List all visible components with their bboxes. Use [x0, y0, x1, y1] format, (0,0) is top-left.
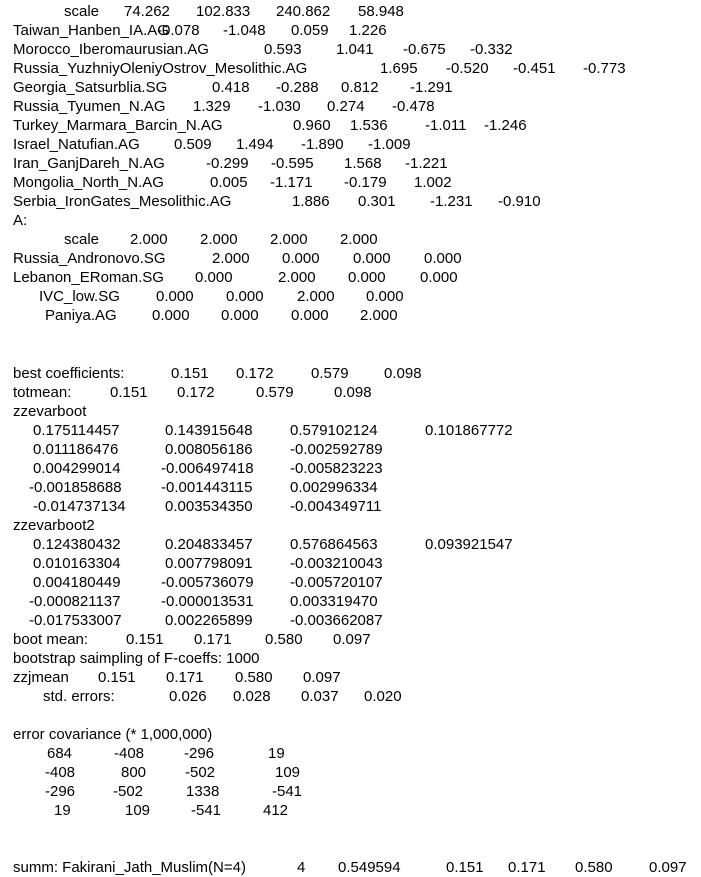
row-value: 0.576864563 [290, 535, 378, 553]
row-value: -1.009 [368, 136, 411, 154]
row-value: -408 [114, 745, 145, 763]
row-value: -541 [272, 783, 303, 801]
row-label: -296 [45, 783, 76, 801]
row-value: -0.006497418 [161, 459, 254, 477]
row-value: 0.005 [210, 174, 248, 192]
row-value: 0.020 [364, 688, 402, 706]
row-value: -0.675 [403, 41, 446, 59]
row-value: 0.028 [233, 688, 271, 706]
row-label: -0.014737134 [33, 497, 126, 515]
row-label: Russia_Andronovo.SG [13, 250, 166, 268]
row-value: -0.451 [513, 60, 556, 78]
row-value: 0.000 [195, 269, 233, 287]
row-label: 19 [54, 802, 71, 820]
row-value: 0.097 [333, 630, 371, 648]
row-value: 109 [125, 802, 151, 820]
row-label: error covariance (* 1,000,000) [13, 726, 213, 744]
row-value: 2.000 [130, 231, 168, 249]
row-value: -0.005823223 [290, 459, 383, 477]
row-value: 0.960 [293, 117, 331, 135]
row-value: 0.000 [226, 288, 264, 306]
row-value: -0.005736079 [161, 573, 254, 591]
row-value: 0.151 [446, 859, 484, 877]
row-value: 4 [297, 859, 306, 877]
row-value: -1.291 [410, 79, 453, 97]
row-label: zzevarboot2 [13, 516, 95, 534]
row-label: bootstrap saimpling of F-coeffs: 1000 [13, 650, 260, 668]
row-value: -541 [191, 802, 222, 820]
row-label: scale [64, 3, 100, 20]
row-value: 0.000 [221, 307, 259, 325]
row-value: 0.000 [156, 288, 194, 306]
row-value: -0.773 [583, 60, 626, 78]
row-value: 240.862 [276, 3, 331, 20]
row-value: 0.812 [341, 79, 379, 97]
row-value: 1.695 [380, 60, 418, 78]
row-value: 0.002996334 [290, 478, 378, 496]
row-value: 0.579102124 [290, 421, 378, 439]
row-value: 1.002 [414, 174, 452, 192]
row-value: -1.246 [484, 117, 527, 135]
row-value: -0.332 [470, 41, 513, 59]
row-value: 0.509 [174, 136, 212, 154]
row-value: 0.418 [212, 79, 250, 97]
row-label: -408 [45, 764, 76, 782]
row-label: -0.017533007 [29, 611, 122, 629]
row-label: Turkey_Marmara_Barcin_N.AG [13, 117, 223, 135]
row-value: 0.002265899 [165, 611, 253, 629]
row-value: 0.000 [353, 250, 391, 268]
row-value: 19 [268, 745, 285, 763]
row-value: -0.078 [157, 22, 200, 40]
row-value: 0.143915648 [165, 421, 253, 439]
row-value: 0.151 [171, 364, 209, 382]
row-value: 1.041 [336, 41, 374, 59]
row-value: 0.026 [169, 688, 207, 706]
row-label: -0.001858688 [29, 478, 122, 496]
row-value: 0.101867772 [425, 421, 513, 439]
row-value: -1.030 [258, 98, 301, 116]
row-label: scale [64, 231, 100, 249]
row-value: 0.579 [256, 383, 294, 401]
row-label: Taiwan_Hanben_IA.AG [13, 22, 169, 40]
row-value: -1.221 [405, 155, 448, 173]
row-value: 0.172 [236, 364, 274, 382]
row-label: Morocco_Iberomaurusian.AG [13, 41, 209, 59]
row-value: 2.000 [360, 307, 398, 325]
row-value: 0.093921547 [425, 535, 513, 553]
row-value: 0.579 [311, 364, 349, 382]
row-value: 2.000 [270, 231, 308, 249]
row-value: 102.833 [196, 3, 251, 20]
row-label: Israel_Natufian.AG [13, 136, 140, 154]
row-value: 0.007798091 [165, 554, 253, 572]
row-value: 0.003534350 [165, 497, 253, 515]
row-value: -0.520 [446, 60, 489, 78]
row-value: 74.262 [124, 3, 170, 20]
row-value: -1.048 [223, 22, 266, 40]
row-value: 0.204833457 [165, 535, 253, 553]
row-value: 0.000 [424, 250, 462, 268]
row-value: 2.000 [297, 288, 335, 306]
row-value: -0.910 [498, 193, 541, 211]
row-value: 1.536 [350, 117, 388, 135]
row-label: zzjmean [13, 669, 69, 687]
row-label: IVC_low.SG [39, 288, 120, 306]
row-value: 1.886 [292, 193, 330, 211]
row-value: 0.274 [327, 98, 365, 116]
row-value: -0.299 [206, 155, 249, 173]
row-value: -0.005720107 [290, 573, 383, 591]
row-label: Iran_GanjDareh_N.AG [13, 155, 165, 173]
row-value: 0.008056186 [165, 440, 253, 458]
row-value: -0.595 [271, 155, 314, 173]
row-value: -1.231 [430, 193, 473, 211]
row-value: 2.000 [212, 250, 250, 268]
row-value: 0.580 [575, 859, 613, 877]
row-value: -0.003662087 [290, 611, 383, 629]
row-value: 0.000 [282, 250, 320, 268]
row-label: boot mean: [13, 630, 89, 648]
row-label: 0.004180449 [33, 573, 121, 591]
row-label: 684 [47, 745, 73, 763]
row-value: 2.000 [340, 231, 378, 249]
row-value: 1338 [186, 783, 220, 801]
row-label: 0.124380432 [33, 535, 121, 553]
row-value: -0.288 [276, 79, 319, 97]
row-value: 0.000 [291, 307, 329, 325]
row-value: 0.097 [303, 669, 341, 687]
row-value: 0.171 [194, 630, 232, 648]
row-value: 0.171 [508, 859, 546, 877]
row-value: -0.478 [392, 98, 435, 116]
row-value: 0.000 [420, 269, 458, 287]
row-value: -1.011 [425, 117, 467, 135]
row-value: 0.000 [348, 269, 386, 287]
row-label: Serbia_IronGates_Mesolithic.AG [13, 193, 232, 211]
row-value: 0.059 [291, 22, 329, 40]
row-value: 1.226 [349, 22, 387, 40]
row-value: -296 [184, 745, 215, 763]
row-value: -502 [113, 783, 144, 801]
row-value: 0.097 [649, 859, 687, 877]
row-value: -0.000013531 [161, 592, 254, 610]
row-value: 0.593 [264, 41, 302, 59]
row-value: 0.000 [152, 307, 190, 325]
row-value: -0.004349711 [290, 497, 382, 515]
row-value: 1.568 [344, 155, 382, 173]
row-value: 58.948 [358, 3, 404, 20]
row-value: 109 [275, 764, 301, 782]
row-label: Russia_Tyumen_N.AG [13, 98, 166, 116]
row-value: 0.171 [166, 669, 204, 687]
row-value: 0.151 [126, 630, 164, 648]
row-label: zzevarboot [13, 402, 87, 420]
row-value: 2.000 [200, 231, 238, 249]
row-value: 0.003319470 [290, 592, 378, 610]
row-value: 2.000 [278, 269, 316, 287]
row-value: -0.002592789 [290, 440, 383, 458]
row-value: 0.098 [334, 383, 372, 401]
row-value: 0.549594 [338, 859, 401, 877]
row-value: -0.179 [344, 174, 387, 192]
row-label: A: [13, 212, 28, 230]
row-value: 800 [121, 764, 147, 782]
row-label: Russia_YuzhniyOleniyOstrov_Mesolithic.AG [13, 60, 308, 78]
row-label: 0.175114457 [33, 421, 120, 439]
row-value: -502 [185, 764, 216, 782]
row-label: totmean: [13, 383, 72, 401]
row-label: Lebanon_ERoman.SG [13, 269, 164, 287]
row-value: 1.494 [236, 136, 274, 154]
row-value: 0.151 [110, 383, 148, 401]
row-value: 0.172 [177, 383, 215, 401]
row-label: 0.004299014 [33, 459, 121, 477]
row-value: -0.001443115 [161, 478, 253, 496]
row-value: -1.890 [301, 136, 344, 154]
row-value: 0.037 [301, 688, 339, 706]
row-label: std. errors: [43, 688, 115, 706]
row-value: 0.301 [358, 193, 396, 211]
row-value: -0.003210043 [290, 554, 383, 572]
row-label: 0.011186476 [33, 440, 119, 458]
row-value: -1.171 [270, 174, 313, 192]
row-value: 412 [263, 802, 289, 820]
row-value: 0.151 [98, 669, 136, 687]
row-label: Mongolia_North_N.AG [13, 174, 164, 192]
row-label: summ: Fakirani_Jath_Muslim(N=4) [13, 859, 246, 877]
row-label: Georgia_Satsurblia.SG [13, 79, 168, 97]
row-value: 1.329 [193, 98, 231, 116]
row-value: 0.580 [265, 630, 303, 648]
row-label: Paniya.AG [45, 307, 117, 325]
row-value: 0.580 [235, 669, 273, 687]
row-label: best coefficients: [13, 364, 125, 382]
row-value: 0.098 [384, 364, 422, 382]
row-label: -0.000821137 [29, 592, 121, 610]
row-value: 0.000 [366, 288, 404, 306]
row-label: 0.010163304 [33, 554, 121, 572]
